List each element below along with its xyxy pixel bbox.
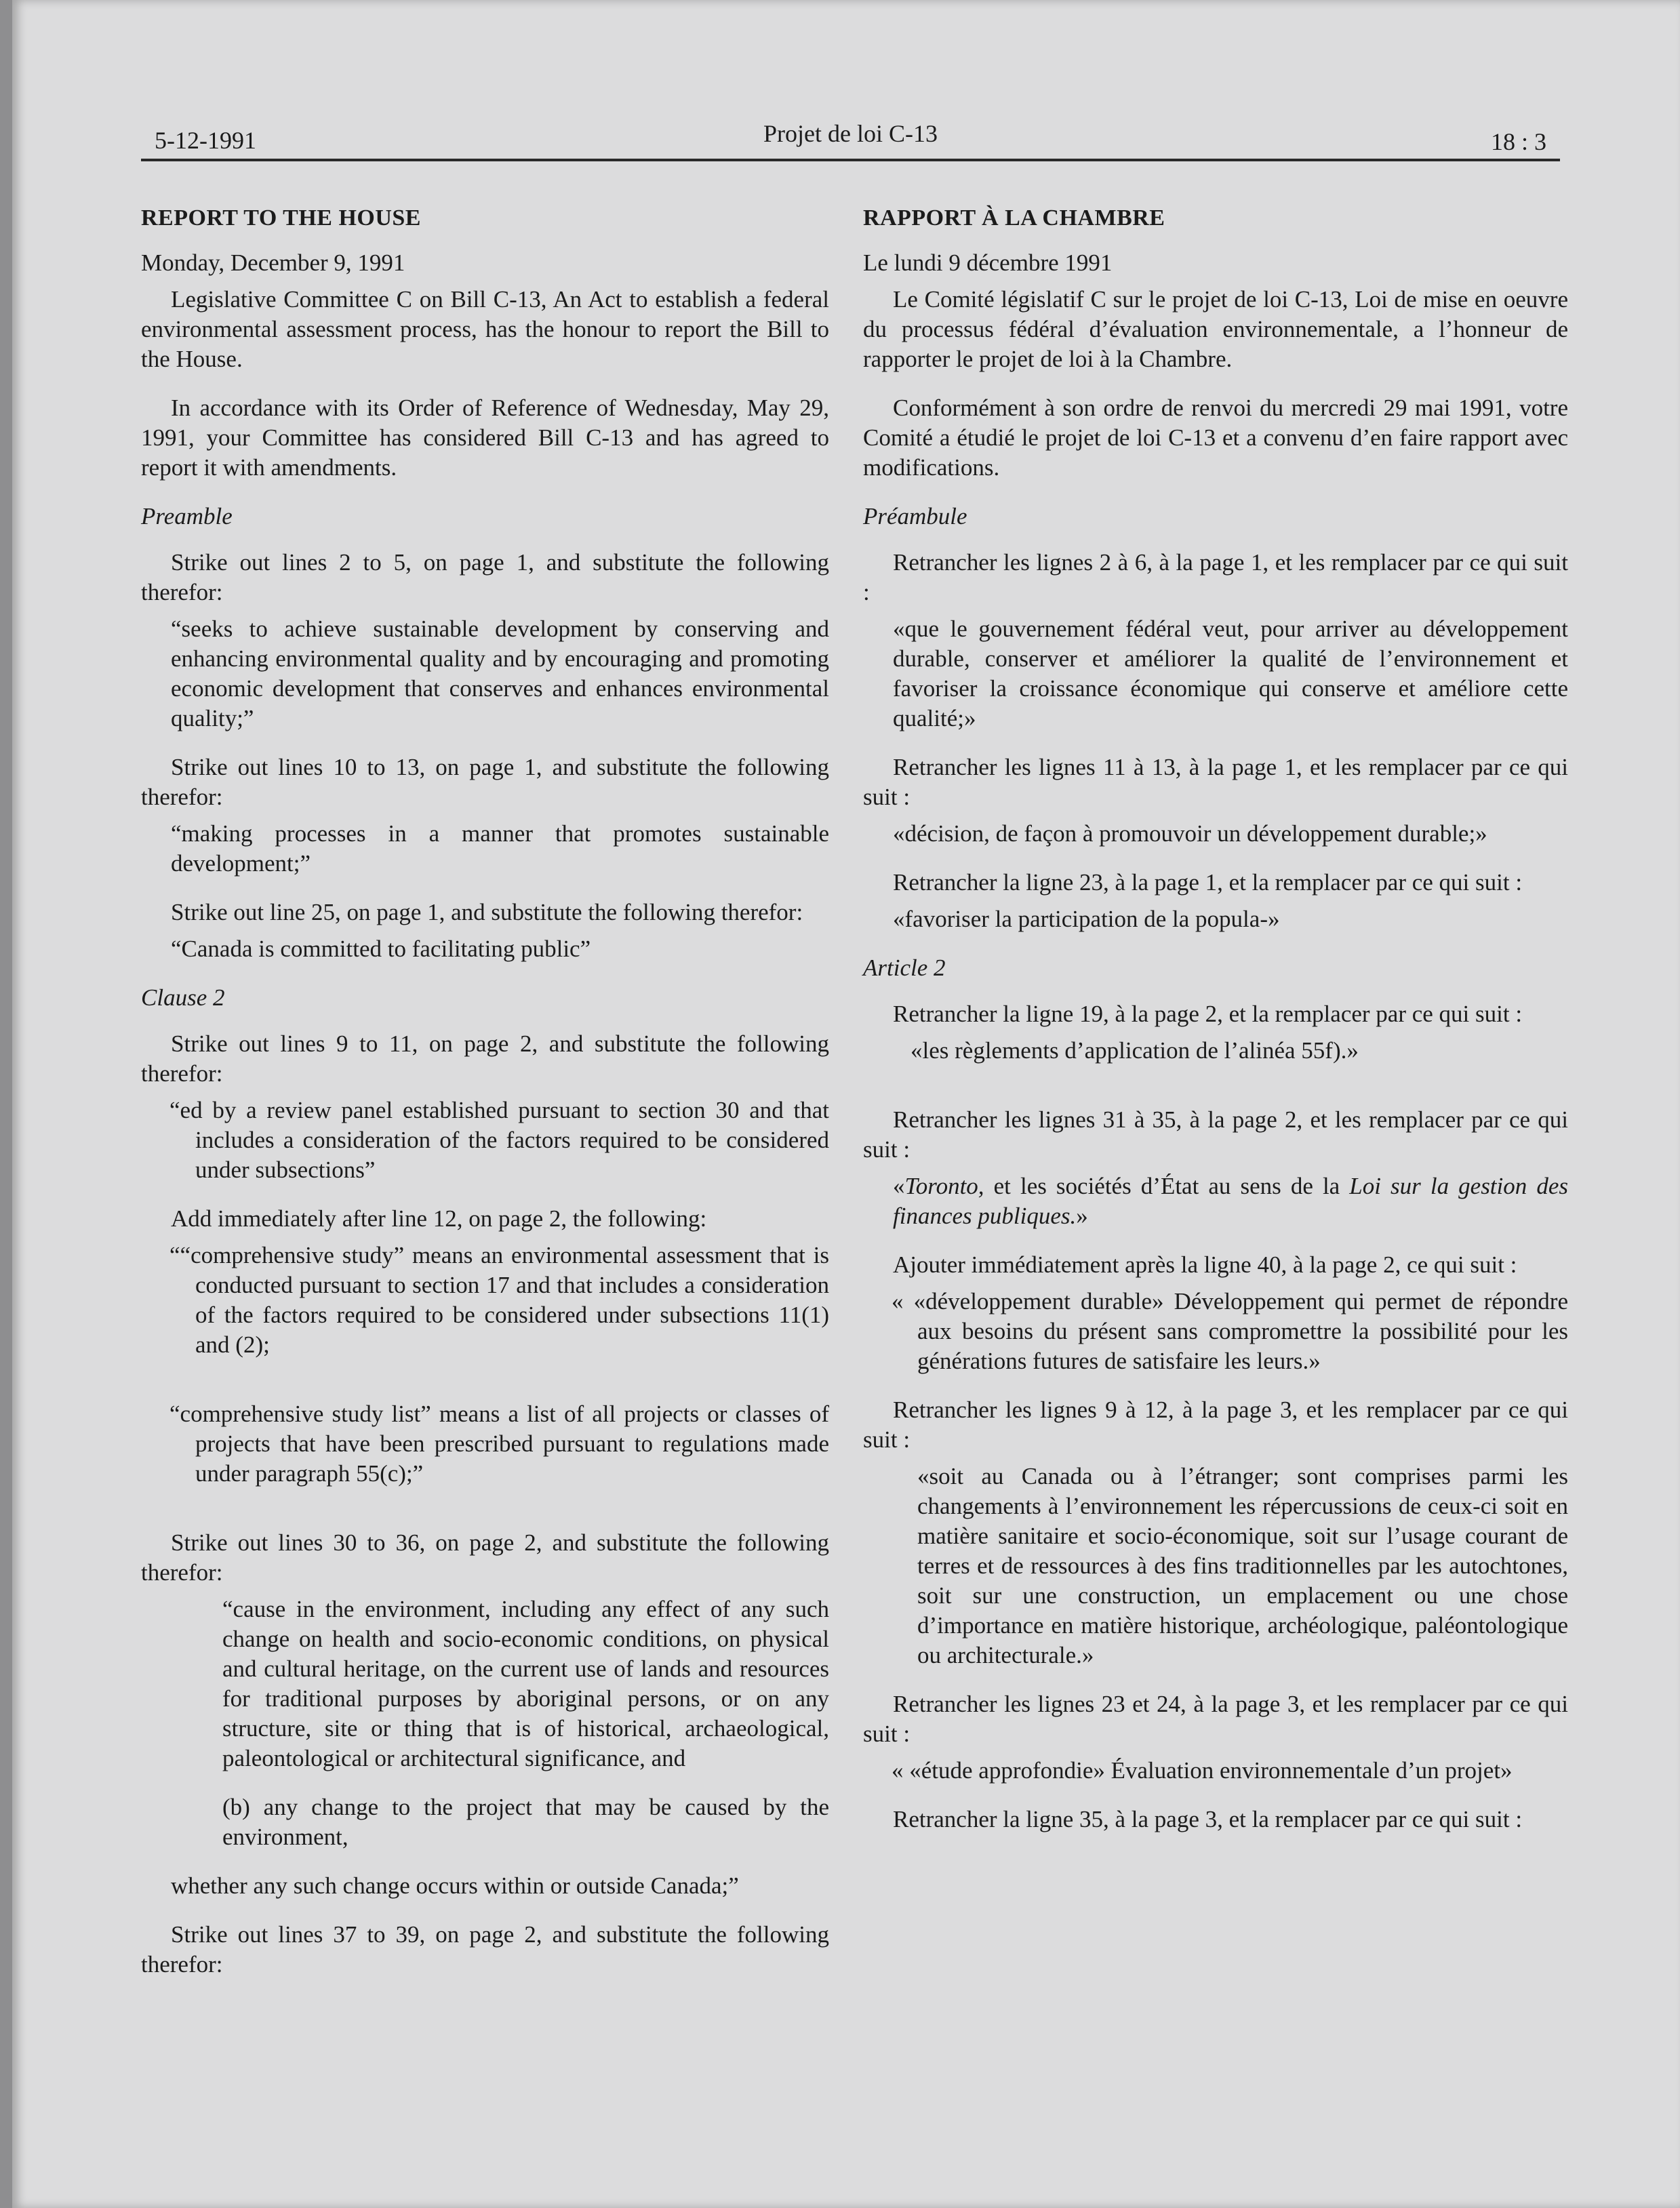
header-date: 5-12-1991 (155, 127, 256, 154)
amendment-text: «les règlements d’application de l’alinéa 55f).» (911, 1037, 1359, 1064)
english-heading: REPORT TO THE HOUSE (141, 205, 421, 230)
section-label: Article 2 (863, 955, 946, 981)
quote-close: » (1076, 1203, 1088, 1229)
instruction: Strike out lines 2 to 5, on page 1, and substitute the following therefor: (141, 549, 829, 605)
instruction: Retrancher les lignes 2 à 6, à la page 1, et les remplacer par ce qui suit : (863, 549, 1568, 605)
french-paragraph: Conformément à son ordre de renvoi du mercredi 29 mai 1991, votre Comité a étudié le projet de loi C-13 et a convenu d’en faire rapport avec modifications. (863, 395, 1568, 481)
amendment-text: «soit au Canada ou à l’étranger; sont comprises parmi les changements à l’environnement les répercussions de ceux-ci soit en matière sanitaire et socio-économique, soit sur l’usage courant de terres et de ressources à des fins traditionnelles par les autochtones, soit sur une construction, un emplacement ou une chose d’importance en matière historique, archéologique, paléontologique ou architecturale.» (917, 1463, 1568, 1668)
quote-open: « (893, 1173, 905, 1199)
amendment-text: “seeks to achieve sustainable development by conserving and enhancing environmental quality and by encouraging and promoting economic development that conserves and enhances environmental quality;” (171, 616, 829, 731)
instruction: Retrancher la ligne 19, à la page 2, et la remplacer par ce qui suit : (893, 1001, 1523, 1027)
english-paragraph: In accordance with its Order of Reference of Wednesday, May 29, 1991, your Committee has considered Bill C-13 and has agreed to report it with amendments. (141, 395, 829, 481)
instruction: Retrancher les lignes 9 à 12, à la page 3, et les remplacer par ce qui suit : (863, 1397, 1568, 1453)
section-label: Clause 2 (141, 984, 225, 1011)
instruction: Retrancher les lignes 31 à 35, à la page 2, et les remplacer par ce qui suit : (863, 1106, 1568, 1163)
amendment-text: «décision, de façon à promouvoir un développement durable;» (893, 820, 1487, 847)
italic-name: Toronto, (904, 1173, 984, 1199)
instruction: Ajouter immédiatement après la ligne 40, à la page 2, ce qui suit : (893, 1251, 1517, 1278)
italic-act-title: Loi sur la gestion des finances publiques. (893, 1173, 1568, 1229)
amendment-text: “cause in the environment, including any effect of any such change on health and socio-economic conditions, on physical and cultural heritage, on the current use of lands and resources for traditional purposes by aboriginal persons, or on any structure, site or thing that is of historical, archaeological, paleontological or architectural significance, and (222, 1596, 829, 1771)
amendment-text: « «étude approfondie» Évaluation environnementale d’un projet» (892, 1757, 1513, 1784)
french-paragraph: Le Comité législatif C sur le projet de loi C-13, Loi de mise en oeuvre du processus fédéral d’évaluation environnementale, a l’honneur de rapporter le projet de loi à la Chambre. (863, 286, 1568, 372)
amendment-text: whether any such change occurs within or outside Canada;” (171, 1872, 739, 1899)
english-date: Monday, December 9, 1991 (141, 249, 405, 276)
instruction: Strike out lines 10 to 13, on page 1, and substitute the following therefor: (141, 754, 829, 810)
instruction: Add immediately after line 12, on page 2, the following: (171, 1205, 707, 1232)
instruction: Strike out lines 30 to 36, on page 2, and substitute the following therefor: (141, 1529, 829, 1586)
amendment-text: « «développement durable» Développement qui permet de répondre aux besoins du présent sans compromettre la possibilité pour les générations futures de satisfaire les leurs.» (892, 1288, 1568, 1374)
french-date: Le lundi 9 décembre 1991 (863, 249, 1113, 276)
french-heading: RAPPORT À LA CHAMBRE (863, 205, 1165, 230)
header-title: Projet de loi C-13 (763, 120, 938, 147)
english-paragraph: Legislative Committee C on Bill C-13, An Act to establish a federal environmental assessment process, has the honour to report the Bill to the House. (141, 286, 829, 372)
instruction: Retrancher les lignes 11 à 13, à la page 1, et les remplacer par ce qui suit : (863, 754, 1568, 810)
amendment-text: “ed by a review panel established pursuant to section 30 and that includes a consideration of the factors required to be considered under subsections” (169, 1097, 829, 1183)
instruction: Strike out line 25, on page 1, and substitute the following therefor: (171, 899, 803, 925)
page-header (141, 119, 1560, 161)
instruction: Retrancher les lignes 23 et 24, à la page 3, et les remplacer par ce qui suit : (863, 1691, 1568, 1747)
french-column (863, 203, 1568, 1841)
instruction: Retrancher la ligne 35, à la page 3, et la remplacer par ce qui suit : (893, 1806, 1523, 1832)
section-label: Préambule (863, 503, 967, 529)
english-column (141, 203, 829, 1986)
amendment-text (863, 1171, 1568, 1231)
quote-body: et les sociétés d’État au sens de la (984, 1173, 1350, 1199)
amendment-text: ““comprehensive study” means an environmental assessment that is conducted pursuant to section 17 and that includes a consideration of the factors required to be considered under subsections 11(1) and (2); (169, 1242, 829, 1358)
header-page-number: 18 : 3 (1490, 128, 1546, 155)
amendment-text: «favoriser la participation de la popula-» (893, 906, 1280, 932)
section-label: Preamble (141, 503, 233, 529)
instruction: Retrancher la ligne 23, à la page 1, et la remplacer par ce qui suit : (893, 869, 1523, 896)
document-page (12, 0, 1680, 2208)
amendment-text: “comprehensive study list” means a list of all projects or classes of projects that have been prescribed pursuant to regulations made under paragraph 55(c);” (169, 1401, 829, 1487)
instruction: Strike out lines 9 to 11, on page 2, and substitute the following therefor: (141, 1030, 829, 1087)
instruction: Strike out lines 37 to 39, on page 2, and substitute the following therefor: (141, 1921, 829, 1978)
amendment-text: «que le gouvernement fédéral veut, pour arriver au développement durable, conserver et améliorer la qualité de l’environnement et favoriser la croissance économique qui conserve et améliore cette qualité;» (893, 616, 1568, 731)
amendment-text: “Canada is committed to facilitating public” (171, 936, 591, 962)
amendment-text: (b) any change to the project that may be caused by the environment, (222, 1794, 829, 1850)
amendment-text: “making processes in a manner that promotes sustainable development;” (171, 820, 829, 877)
